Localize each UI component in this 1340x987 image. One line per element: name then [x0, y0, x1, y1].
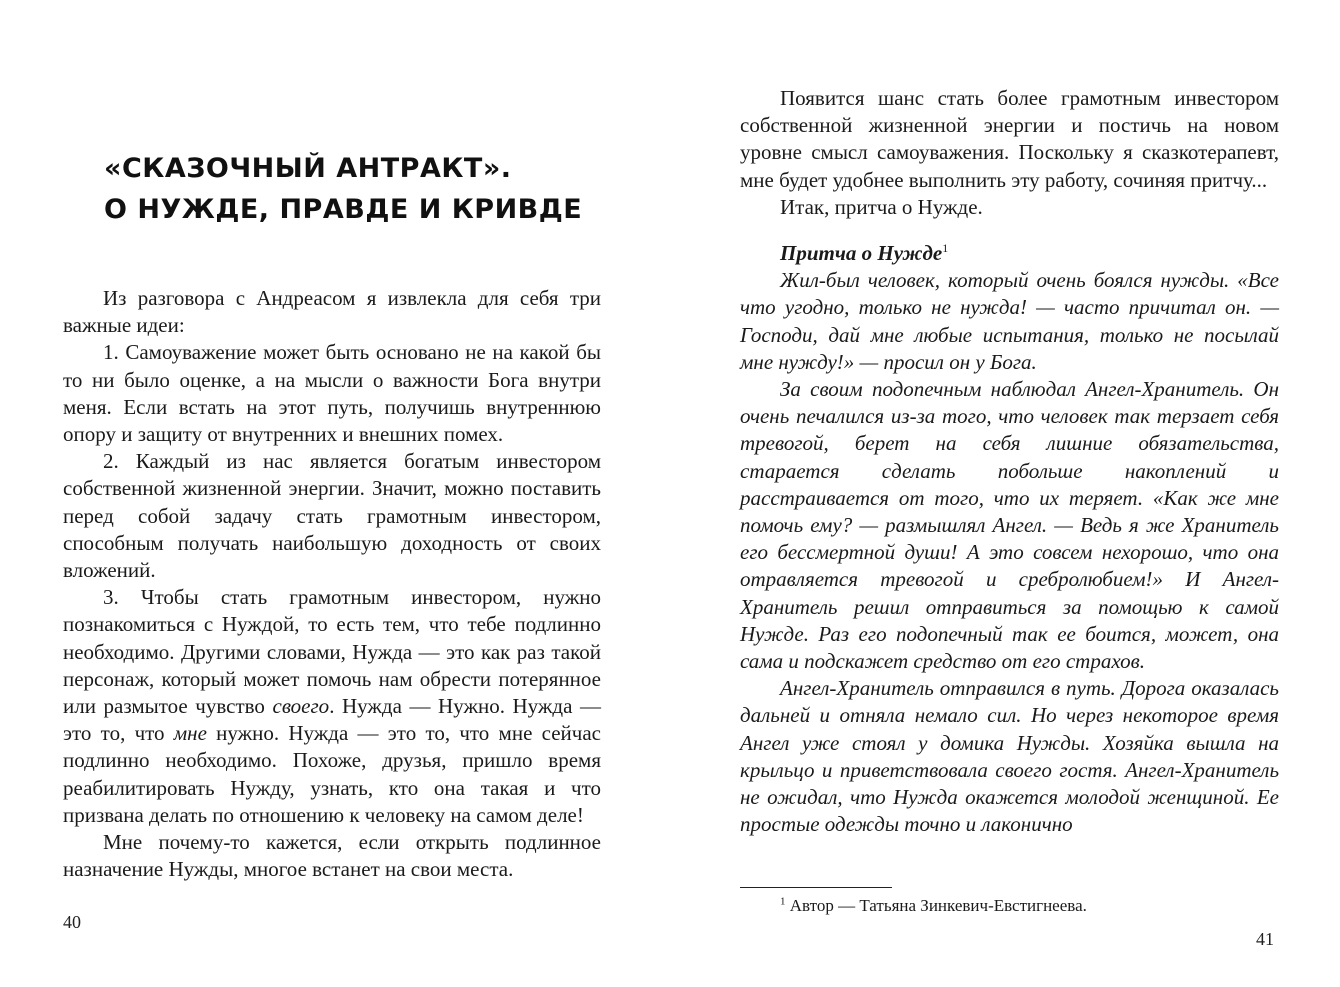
- parable-title: Притча о Нужде: [780, 241, 943, 266]
- section-gap: [740, 221, 1279, 240]
- page-number-left: 40: [63, 912, 81, 932]
- idea-3-text-1: 3. Чтобы стать грамотным инвестором, нужно познакомиться с Нуждой, то есть тем, что тебе подлинно необходимо. Другими словами, Нужда — это как раз такой персонаж, который может помочь нам обрести потерянное или размытое чувство: [63, 585, 601, 719]
- parable-section: [740, 240, 1279, 838]
- paragraph-idea-1: 1. Самоуважение может быть основано не на какой бы то ни было оценке, а на мысли о важности Бога внутри меня. Если встать на этот путь, получишь внутреннюю опору и защиту от внутренних и внешних помех.: [63, 340, 601, 447]
- right-body-text: [740, 85, 1279, 838]
- parable-paragraph-3: Ангел-Хранитель отправился в путь. Дорога оказалась дальней и отняла немало сил. Но через некоторое время Ангел уже стоял у домика Нужды. Хозяйка вышла на крыльцо и приветствовала своего гостя. Ангел-Хранитель не ожидал, что Нужда окажется молодой женщиной. Ее простые одежды точно и лаконично: [740, 676, 1279, 837]
- footnote-reference[interactable]: 1: [942, 241, 949, 256]
- idea-3-emphasis-1: своего: [272, 694, 330, 719]
- chapter-title: [104, 148, 582, 230]
- idea-3-text-2: . Нужда — Нужно. Нужда — это то, что: [63, 694, 601, 746]
- paragraph-parable-intro: Итак, притча о Нужде.: [780, 194, 983, 219]
- paragraph-intro: Из разговора с Андреасом я извлекла для себя три важные идеи:: [63, 286, 601, 338]
- parable-paragraph-1: Жил-был человек, который очень боялся нужды. «Все что угодно, только не нужда! — часто причитал он. — Господи, дай мне любые испытания, только не посылай мне нужду!» — просил он у Бога.: [740, 268, 1279, 374]
- paragraph-idea-2: 2. Каждый из нас является богатым инвестором собственной жизненной энергии. Значит, можно поставить перед собой задачу стать грамотным инвестором, способным получать наибольшую доходность от своих вложений.: [63, 449, 601, 583]
- footnote-text: Автор — Татьяна Зинкевич-Евстигнеева.: [789, 896, 1087, 915]
- page-number-right: 41: [1256, 929, 1274, 949]
- paragraph-closing: Мне почему-то кажется, если открыть подлинное назначение Нужды, многое встанет на свои места.: [63, 830, 601, 882]
- footnote: [780, 895, 1087, 917]
- left-body-text: [63, 285, 601, 883]
- idea-3-text-3: нужно. Нужда — это то, что мне сейчас подлинно необходимо. Похоже, друзья, пришло время реабилитировать Нужду, узнать, кто она такая и что призвана делать по отношению к человеку на самом деле!: [63, 721, 601, 827]
- paragraph-continuation: Появится шанс стать более грамотным инвестором собственной жизненной энергии и постичь на новом уровне смысл самоуважения. Поскольку я сказкотерапевт, мне будет удобнее выполнить эту работу, сочиняя притчу...: [740, 86, 1279, 192]
- paragraph-idea-3: [63, 584, 601, 829]
- idea-3-emphasis-2: мне: [173, 721, 207, 746]
- chapter-title-line-2: О НУЖДЕ, ПРАВДЕ И КРИВДЕ: [104, 194, 583, 225]
- parable-heading: [740, 240, 1279, 267]
- right-page: [670, 0, 1340, 987]
- parable-paragraph-2: За своим подопечным наблюдал Ангел-Хранитель. Он очень печалился из-за того, что человек так терзает себя тревогой, берет на себя лишние обязательства, старается сделать побольше накоплений и расстраивается от того, что их теряет. «Как же мне помочь ему? — размышлял Ангел. — Ведь я же Хранитель его бессмертной души! А это совсем нехорошо, что она отравляется тревогой и сребролюбием!» И Ангел-Хранитель решил отправиться за помощью к самой Нужде. Раз его подопечный так ее боится, может, она сама и подскажет средство от его страхов.: [740, 377, 1279, 674]
- footnote-number: 1: [780, 895, 786, 908]
- chapter-title-line-1: «СКАЗОЧНЫЙ АНТРАКТ».: [104, 153, 512, 184]
- footnote-divider: [740, 887, 892, 888]
